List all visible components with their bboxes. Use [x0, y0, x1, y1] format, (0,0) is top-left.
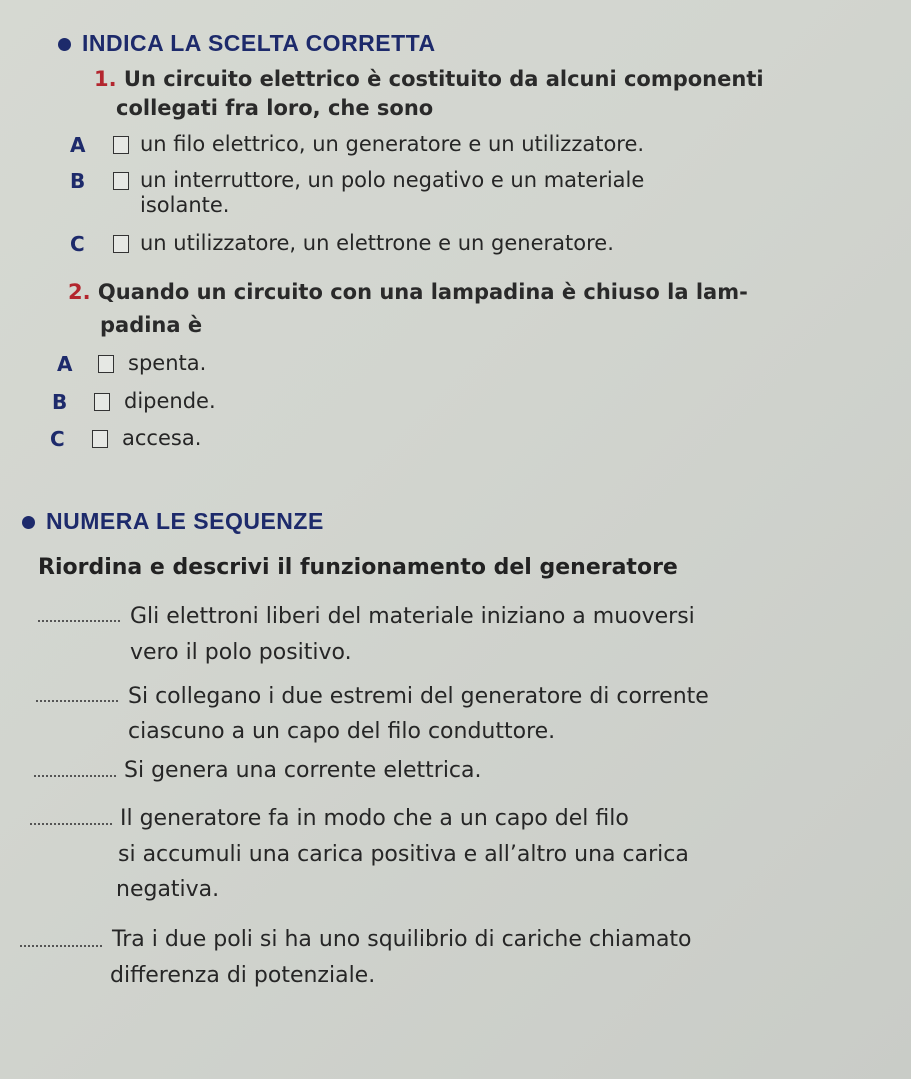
sequence-item-2-line1: Si collegano i due estremi del generatore di corrente: [128, 684, 709, 709]
sequence-item-4-line1: Il generatore fa in modo che a un capo del filo: [120, 806, 629, 831]
q2-option-b-text: dipende.: [124, 389, 216, 413]
q2-option-c-checkbox[interactable]: [92, 430, 108, 448]
q1-option-b-checkbox[interactable]: [113, 172, 129, 190]
option-letter: C: [70, 232, 85, 256]
sequence-number-blank-1[interactable]: [38, 620, 120, 622]
q1-option-c-text: un utilizzatore, un elettrone e un generatore.: [140, 231, 614, 255]
option-letter: B: [52, 390, 68, 414]
sequence-number-blank-2[interactable]: [36, 700, 118, 702]
sequence-item-4-line3: negativa.: [116, 877, 220, 902]
q1-option-b-text-line2: isolante.: [140, 193, 230, 217]
q1-option-c-checkbox[interactable]: [113, 235, 129, 253]
question-2-line2: padina è: [100, 313, 203, 337]
sequence-item-3-line1: Si genera una corrente elettrica.: [124, 758, 482, 783]
question-1-text: [94, 67, 764, 91]
q2-option-a-checkbox[interactable]: [98, 355, 114, 373]
sequence-number-blank-5[interactable]: [20, 945, 102, 947]
sequence-number-blank-4[interactable]: [30, 823, 112, 825]
section-heading-scelta: INDICA LA SCELTA CORRETTA: [82, 30, 436, 56]
question-number: 1.: [94, 67, 117, 91]
sequence-item-5-line1: Tra i due poli si ha uno squilibrio di cariche chiamato: [112, 927, 692, 952]
question-2-text: [68, 280, 748, 304]
question-1-line2: collegati fra loro, che sono: [116, 96, 434, 120]
q1-option-b-text: un interruttore, un polo negativo e un materiale: [140, 168, 645, 192]
q2-option-c-text: accesa.: [122, 426, 202, 450]
option-letter: A: [70, 133, 86, 157]
sequence-item-2-line2: ciascuno a un capo del filo conduttore.: [128, 719, 556, 744]
question-line: Un circuito elettrico è costituito da alcuni componenti: [123, 67, 764, 91]
section-bullet: [58, 38, 71, 51]
q1-option-a-text: un filo elettrico, un generatore e un utilizzatore.: [140, 132, 645, 156]
question-line: Quando un circuito con una lampadina è chiuso la lam-: [97, 280, 748, 304]
instruction-text: Riordina e descrivi il funzionamento del generatore: [38, 555, 678, 580]
section-heading-sequenze: NUMERA LE SEQUENZE: [46, 508, 324, 534]
option-letter: A: [57, 352, 73, 376]
question-number: 2.: [68, 280, 91, 304]
sequence-number-blank-3[interactable]: [34, 775, 116, 777]
q1-option-a-checkbox[interactable]: [113, 136, 129, 154]
section-bullet: [22, 516, 35, 529]
option-letter: C: [50, 427, 65, 451]
sequence-item-1-line2: vero il polo positivo.: [130, 640, 352, 665]
q2-option-a-text: spenta.: [128, 351, 207, 375]
option-letter: B: [70, 169, 86, 193]
q2-option-b-checkbox[interactable]: [94, 393, 110, 411]
sequence-item-4-line2: si accumuli una carica positiva e all’altro una carica: [118, 842, 689, 867]
sequence-item-1-line1: Gli elettroni liberi del materiale iniziano a muoversi: [130, 604, 695, 629]
sequence-item-5-line2: differenza di potenziale.: [110, 963, 376, 988]
